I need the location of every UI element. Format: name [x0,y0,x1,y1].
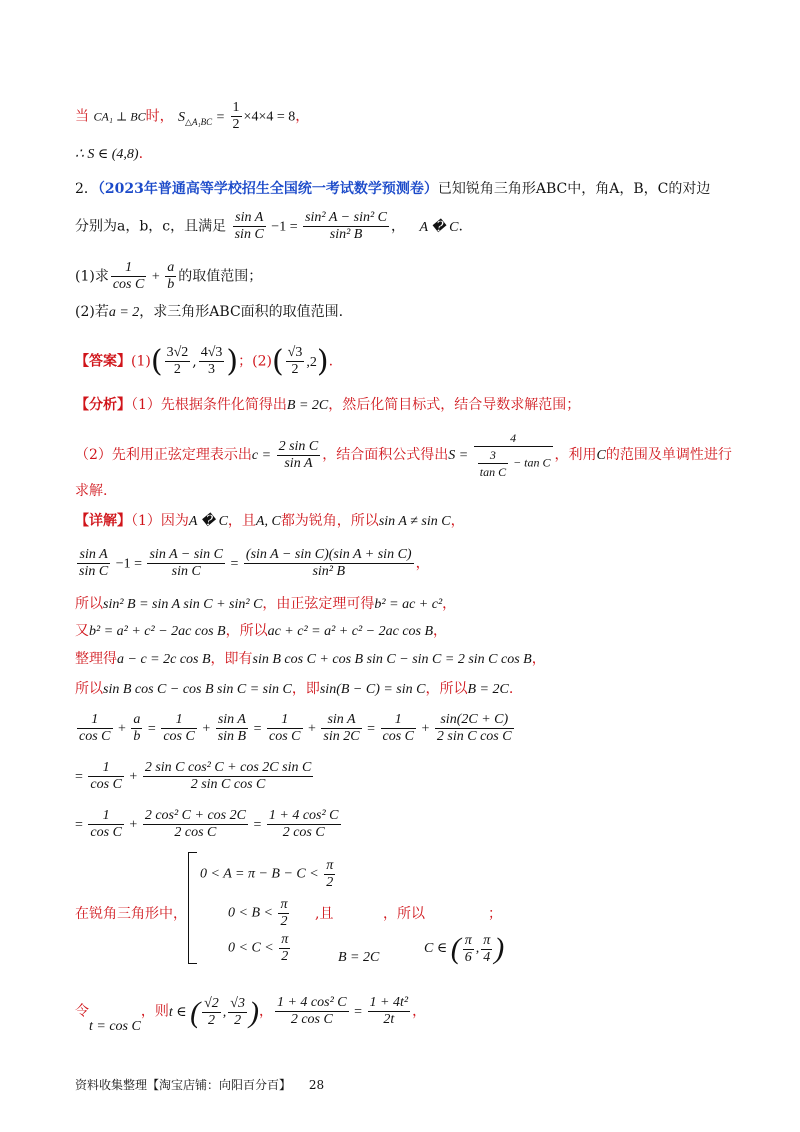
text: 求解. [75,483,108,499]
denominator: 2 cos C [290,1012,333,1027]
numerator: 1 [161,712,197,729]
denominator: 2 [280,914,288,929]
numerator: sin A [216,712,248,729]
equation-3 [75,622,447,641]
denominator: cos C [269,729,301,744]
expression: − tan C [510,455,551,470]
denominator: 2 [232,117,240,132]
operator: = [250,721,266,737]
math: sin B cos C + cos B sin C − sin C = 2 sin C cos B [252,652,532,667]
numerator: 1 [381,712,417,729]
text: 整理得 [75,651,117,667]
denominator: sin 2C [323,729,360,744]
numerator: 3√2 [166,345,189,360]
text: 令 [75,1003,89,1020]
footer-text: 资料收集整理【淘宝店铺：向阳百分百】 [75,1078,292,1092]
denominator: 2 sin C cos C [436,729,512,744]
system-row-1 [200,858,337,891]
text: ，所以 [425,681,468,697]
subscript: △A₁BC [185,116,213,127]
text: 的范围及单调性进行 [605,447,732,463]
denominator: sin C [234,227,264,242]
denominator: b [167,277,175,292]
text: 都为锐角，所以 [280,513,379,529]
math: B = 2C [467,682,509,697]
denominator: 6 [464,949,472,965]
denominator: 2 cos C [282,825,325,840]
membership: C ∈ [424,941,451,957]
numerator: sin A [321,712,361,729]
text: ，求三角形ABC面积的取值范围. [139,304,344,320]
operator: + [125,817,141,833]
math: a − c = 2c cos B [117,652,211,667]
text: ，由正弦定理可得 [262,596,375,612]
analysis-line-3 [75,482,107,500]
denominator: sin C [171,564,201,579]
text: 所以 [75,681,103,697]
variable: C [596,448,606,463]
equals: = [212,109,229,125]
operator: = [227,556,242,572]
numerator: π [483,932,491,948]
math: ac + c² = a² + c² − 2ac cos B [267,624,434,639]
answer-label: 【答案】 [75,353,131,370]
numerator: sin² A − sin² C [305,210,387,225]
punct: ， [450,513,465,529]
therefore-text: ，所以 [383,906,425,922]
analysis-line-1 [75,396,580,415]
denominator: 2 [281,949,289,964]
value: ,2 [306,354,317,370]
system-row-3 [228,932,292,965]
denominator: cos C [79,729,111,744]
text: ，且 [227,513,256,529]
numerator: sin A − sin C [149,547,223,562]
text: ，然后化简目标式，结合导数求解范围； [328,397,581,413]
numerator: 1 [77,712,113,729]
punct: ； [488,906,502,922]
system-row-2 [228,897,291,930]
numerator: π [464,932,472,948]
c-range: C ∈ ( $\frac{\pi}{6}$ , $\frac{\pi}{4}$ ) [424,932,505,965]
part-1 [75,260,262,293]
denominator: 2 [326,875,334,890]
denominator: 4 [483,949,491,965]
condition: A � C [419,219,459,235]
operator: + [304,721,320,737]
numerator: sin(2C + C) [435,712,514,729]
analysis-line-2 [75,430,732,480]
math: S = [448,448,472,463]
math: c = [251,448,275,463]
punct: ， [412,1003,427,1020]
numerator: sin A [233,210,266,227]
operator: −1 = [112,556,146,572]
denominator: 3 [208,362,216,377]
comma: , [192,353,197,370]
text: 又 [75,623,89,639]
text: (2)若 [75,304,109,320]
numerator: 4√3 [200,345,223,360]
operator: + [125,769,141,785]
numerator: sin A [77,547,110,564]
answer-line: 【答案】(1)( $\frac{3√2}{2}$ , $\frac{4√3}{3}$ )；(2)( $\frac{√3}{2}$ ,2). [75,343,334,379]
operator: + [114,721,130,737]
equation-1 [75,547,430,580]
separator: ；(2) [238,353,272,370]
denominator: sin A [284,455,313,471]
denominator: b [133,729,141,744]
analysis-label: 【分析】 [75,397,131,413]
math: sin(B − C) = sin C [319,682,426,697]
denominator: cos C [90,825,122,840]
detail-line-1 [75,512,465,531]
numerator: 3 [478,447,508,464]
operator: + [418,721,433,737]
math: a = 2 [108,305,140,320]
numerator: π [280,897,288,912]
footer [75,1076,324,1093]
punct: . [138,146,144,162]
punct: . [328,353,334,370]
operator: + [198,721,214,737]
operator: = [249,817,265,833]
inequality: 0 < A = π − B − C < [200,866,323,882]
question-line-1 [75,180,710,198]
text: （2）先利用正弦定理表示出 [75,447,252,463]
separator: ， [258,1003,273,1020]
inequality: 0 < B < [228,905,277,921]
system-intro: 在锐角三角形中， [75,906,187,922]
operator: = [144,721,160,737]
numerator: 2 sin C [278,438,319,454]
condition: CA₁ ⊥ BC [93,109,146,124]
inequality: 0 < C < [228,940,278,956]
text: ，结合面积公式得出 [322,447,449,463]
operator: −1 = [267,219,302,235]
math: A � C [188,514,228,529]
text: （1）先根据条件化简得出 [131,397,287,413]
numerator: 2 sin C cos² C + cos 2C sin C [144,760,312,775]
range-expression: ∴ S ∈ (4,8) [75,147,139,162]
equation-6 [75,712,516,745]
line-area-case [75,100,309,133]
operator: = [75,769,87,785]
punct: ， [442,596,457,612]
math: t = cos C [89,1018,141,1034]
math: sin A ≠ sin C [378,514,451,529]
membership: t ∈ [168,1004,191,1020]
numerator: 2 cos² C + cos 2C [144,808,246,823]
punct: ， [531,651,546,667]
denominator: sin B [217,729,247,744]
punct: . [458,218,463,235]
text: 的取值范围； [178,268,263,285]
numerator: 1 + 4t² [369,995,409,1010]
operator: = [363,721,379,737]
text: (1) [131,353,151,370]
equation-7 [75,760,315,793]
numerator: 1 [111,260,147,277]
denominator: 2 sin C cos C [190,777,266,792]
numerator: 1 [88,760,124,777]
operator: = [75,817,87,833]
denominator: 2t [383,1012,395,1027]
and-text: ,且 [315,906,334,922]
denominator: 2 cos C [174,825,217,840]
denominator: sin C [79,564,109,579]
text: 分别为a，b，c，且满足 [75,218,227,235]
area-symbol: S [178,109,186,125]
operator: + [148,269,164,285]
denominator: sin² B [329,227,363,242]
denominator: 2 [234,1012,242,1028]
equation-2 [75,595,456,614]
question-source: （2023年普通高等学校招生全国统一考试数学预测卷） [97,181,438,197]
math: b² = ac + c² [374,597,443,612]
denominator: 2 [291,362,299,377]
question-number: 2． [75,181,98,197]
punct: ， [433,623,448,639]
denominator: cos C [382,729,415,744]
denominator: cos C [112,277,145,292]
text: ，所以 [225,623,268,639]
text: ，即 [291,681,320,697]
equation-8 [75,808,343,841]
text: 当 [75,108,89,125]
denominator: 2 [173,362,181,377]
numerator: a [133,712,141,727]
punct: ， [415,555,430,572]
detail-label: 【详解】 [75,513,131,529]
text: （1）因为 [131,513,189,529]
math: sin² B = sin A sin C + sin² C [103,597,263,612]
part-2 [75,303,343,322]
numerator: π [281,932,289,947]
numerator: π [326,858,334,873]
denominator: cos C [90,777,122,792]
line-range [75,145,143,164]
numerator: √3 [287,345,303,360]
denominator: 2 [207,1012,215,1028]
numerator: √3 [230,995,245,1011]
numerator: 1 + 4 cos² C [276,995,347,1010]
numerator: 1 [267,712,303,729]
math: B = 2C [286,398,329,413]
numerator: 1 [88,808,124,825]
punct: ， [295,108,310,125]
text: (1)求 [75,268,109,285]
comma: , [222,1004,227,1020]
text: ，利用 [554,447,597,463]
numerator: a [167,260,175,275]
text: ，则 [140,1003,169,1020]
denominator: cos C [163,729,195,744]
numerator: √2 [204,995,219,1011]
question-text: 已知锐角三角形ABC中，角A，B，C的对边 [437,181,711,197]
operator: = [350,1004,366,1020]
page-number: 28 [308,1078,325,1092]
system-brace [188,852,197,964]
math: sin B cos C − cos B sin C = sin C [103,682,292,697]
expression: ×4×4 = 8 [243,109,296,125]
text: ，即有 [210,651,253,667]
text: 所以 [75,596,103,612]
b-equals-2c: B = 2C [338,950,380,965]
numerator: 1 + 4 cos² C [268,808,339,823]
math: b² = a² + c² − 2ac cos B [89,624,226,639]
punct: . [508,681,514,697]
numerator: (sin A − sin C)(sin A + sin C) [245,547,412,562]
denominator: tan C [479,465,507,479]
denominator: sin² B [312,564,346,579]
math: A, C [255,514,281,529]
punct: ， [391,218,405,235]
numerator: 4 [474,430,553,447]
numerator: 1 [232,100,240,115]
equation-5 [75,680,513,699]
substitution-line: 令t = cos C，则t ∈ ( $\frac{√2}{2}$ , $\frac{√3}{2}$ )， $\frac{\text{1 + 4 cos² C}}{\text{2 cos C}}$ = $\frac{\text{1 + 4t²}}{2t}$ ， [75,995,427,1034]
text: 时， [145,108,174,125]
question-line-2 [75,210,463,243]
equation-4 [75,650,546,669]
